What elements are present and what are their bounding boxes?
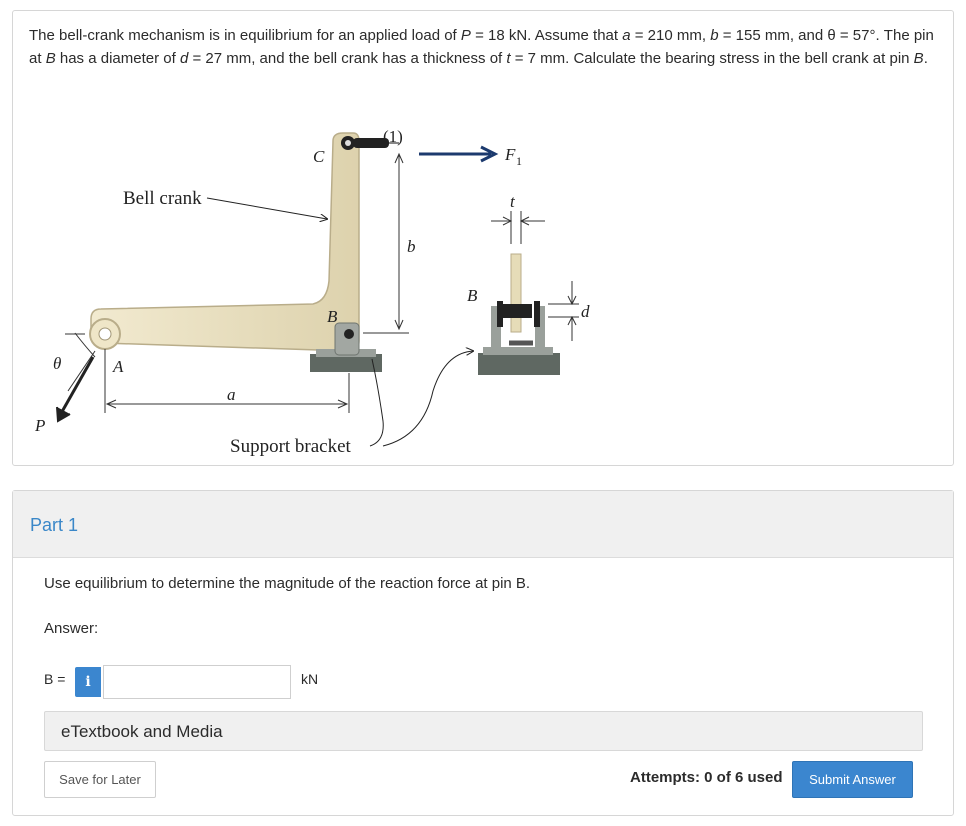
save-for-later-button[interactable]: Save for Later <box>44 761 156 798</box>
label-b-pin-right: B <box>467 286 478 305</box>
support-bracket-right <box>478 353 560 375</box>
label-f1: F <box>505 145 516 164</box>
part-1-card <box>12 490 954 816</box>
attempts-counter: Attempts: 0 of 6 used <box>630 769 783 786</box>
problem-card <box>12 10 954 466</box>
label-c: C <box>313 147 325 166</box>
label-a-dim: a <box>227 385 236 404</box>
unit-label: kN <box>301 671 319 687</box>
force-p-arrow <box>59 357 93 417</box>
answer-label: Answer: <box>44 620 99 637</box>
etextbook-media-panel[interactable]: eTextbook and Media <box>44 711 923 751</box>
label-f1-subscript: 1 <box>516 154 522 168</box>
label-d: d <box>581 302 590 321</box>
label-b: b <box>407 237 416 256</box>
label-support-bracket: Support bracket <box>230 436 351 457</box>
label-t: t <box>510 192 515 211</box>
info-icon[interactable]: i <box>75 667 101 697</box>
label-link-1: (1) <box>383 127 403 146</box>
submit-answer-button[interactable]: Submit Answer <box>792 761 913 798</box>
problem-statement: The bell-crank mechanism is in equilibrium for an applied load of P = 18 kN. Assume that a = 210 mm, b = 155 mm, and θ = 57°. The pin at B has a diameter of d = 27 mm, and the bell crank has a thickness of t = 7 mm. Calculate the bearing stress in the bell crank at pin B. <box>29 27 934 67</box>
label-bell-crank: Bell crank <box>123 188 202 209</box>
label-a-pin: A <box>113 357 124 376</box>
question-text: Use equilibrium to determine the magnitude of the reaction force at pin B. <box>44 575 531 592</box>
label-b-pin-left: B <box>327 307 338 326</box>
label-theta: θ <box>53 354 62 373</box>
label-p: P <box>35 416 46 435</box>
part-header <box>13 491 953 558</box>
variable-label: B = <box>44 671 66 687</box>
answer-input[interactable] <box>103 665 291 699</box>
part-title: Part 1 <box>30 515 79 535</box>
bell-crank-figure <box>13 121 953 466</box>
